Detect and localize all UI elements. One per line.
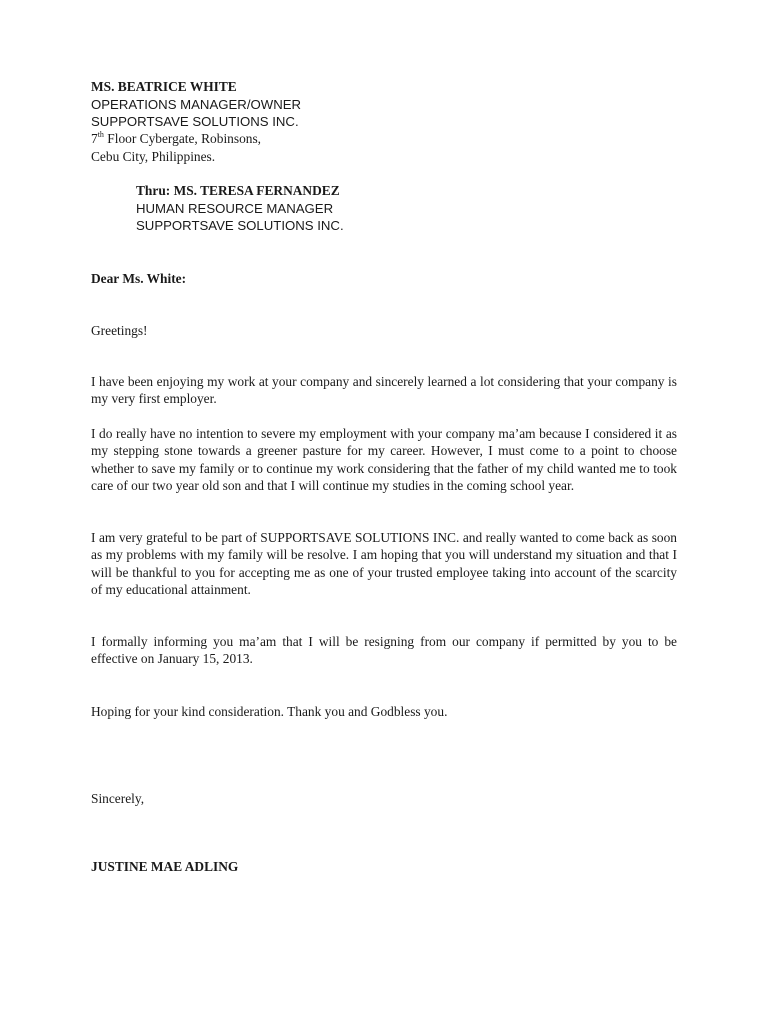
floor-suffix: th (97, 129, 104, 139)
thru-title: HUMAN RESOURCE MANAGER (136, 201, 334, 216)
recipient-name: MS. BEATRICE WHITE (91, 79, 237, 94)
thru-name: Thru: MS. TERESA FERNANDEZ (136, 183, 340, 198)
greeting: Greetings! (91, 323, 148, 338)
recipient-company: SUPPORTSAVE SOLUTIONS INC. (91, 114, 299, 129)
signature-name: JUSTINE MAE ADLING (91, 859, 239, 874)
body-paragraph-1: I have been enjoying my work at your company and sincerely learned a lot considering that your company is my very first employer. (91, 374, 677, 407)
address-line1-rest: Floor Cybergate, Robinsons, (103, 131, 262, 146)
closing: Sincerely, (91, 791, 145, 806)
recipient-address-line2: Cebu City, Philippines. (91, 149, 216, 164)
thru-company: SUPPORTSAVE SOLUTIONS INC. (136, 218, 344, 233)
body-paragraph-2: I do really have no intention to severe my employment with your company ma’am because I considered it as my stepping stone towards a greener pasture for my career. However, I must come to a point to choose whether to save my family or to continue my work considering that the father of my child wanted me to took care of our two year old son and that I will continue my studies in the coming school year. (91, 426, 677, 494)
body-paragraph-4: I formally informing you ma’am that I will be resigning from our company if permitted by you to be effective on January 15, 2013. (91, 634, 677, 667)
body-paragraph-5: Hoping for your kind consideration. Thank you and Godbless you. (91, 704, 448, 719)
recipient-title: OPERATIONS MANAGER/OWNER (91, 97, 302, 112)
floor-number: 7 (91, 131, 98, 146)
body-paragraph-3: I am very grateful to be part of SUPPORTSAVE SOLUTIONS INC. and really wanted to come back as soon as my problems with my family will be resolve. I am hoping that you will understand my situation and that I will be thankful to you for accepting me as one of your trusted employee taking into account of the scarcity of my educational attainment. (91, 530, 677, 598)
salutation: Dear Ms. White: (91, 271, 187, 286)
recipient-address-line1 (91, 130, 261, 147)
